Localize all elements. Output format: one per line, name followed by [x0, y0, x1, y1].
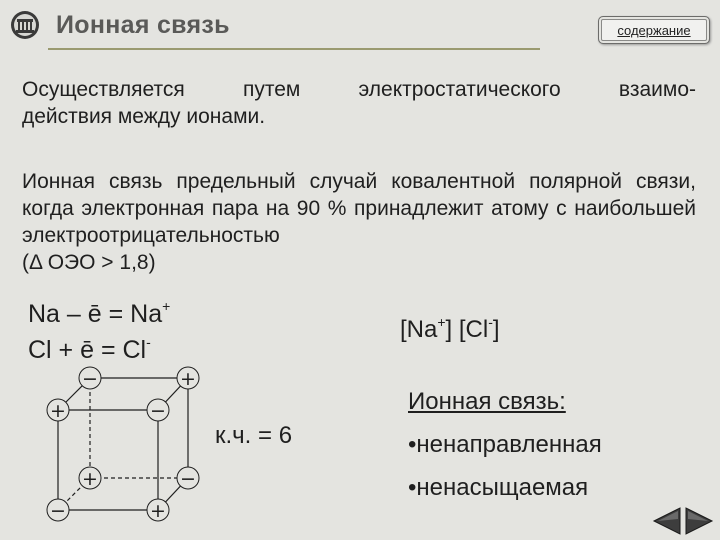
title-underline [48, 48, 540, 50]
paragraph-definition [22, 168, 696, 276]
paragraph-line: Осуществляется путем электростатического взаимо- [22, 78, 696, 101]
slide-navigation [652, 506, 714, 536]
coordination-number: к.ч. = 6 [215, 422, 293, 449]
triangle-right-icon[interactable] [686, 508, 712, 534]
anion-charge: − [180, 468, 196, 490]
anion-charge: − [82, 368, 98, 390]
paragraph-text: Ионная связь предельный случай ковалентной полярной связи, когда электронная пара на 90 % принадлежит атому с наибольшей электроотрицательностью [22, 170, 696, 247]
equation-text: Cl + ē = Cl [28, 336, 147, 364]
cation-charge: + [50, 400, 66, 422]
charge-superscript: + [162, 298, 171, 314]
university-building-logo [10, 10, 40, 40]
page-title: Ионная связь [56, 11, 230, 39]
cation-charge: + [150, 500, 166, 522]
paragraph-electrostatic [22, 76, 696, 130]
contents-button[interactable]: содержание [598, 16, 710, 44]
formula-part: [Na [400, 316, 438, 343]
property-item: •ненасыщаемая [408, 474, 589, 501]
cation-charge: + [180, 368, 196, 390]
cation-charge: + [82, 468, 98, 490]
triangle-left-icon[interactable] [654, 508, 680, 534]
property-item: •ненаправленная [408, 431, 602, 458]
formula-part: ] [Cl [445, 316, 489, 343]
properties-title: Ионная связь: [408, 388, 566, 415]
charge-superscript: - [146, 334, 151, 350]
equation-text: Na – ē = Na [28, 300, 163, 328]
crystal-lattice-cube-diagram [30, 360, 230, 530]
charge-superscript: + [437, 314, 446, 330]
anion-charge: − [50, 500, 66, 522]
anion-charge: − [150, 400, 166, 422]
formula-part: ] [492, 316, 500, 343]
equation-sodium [28, 300, 170, 329]
paragraph-line: (Δ ОЭО > 1,8) [22, 251, 156, 274]
ionic-formula [400, 316, 500, 344]
header [0, 0, 720, 52]
charge-superscript: - [488, 314, 493, 330]
paragraph-line: действия между ионами. [22, 105, 266, 128]
